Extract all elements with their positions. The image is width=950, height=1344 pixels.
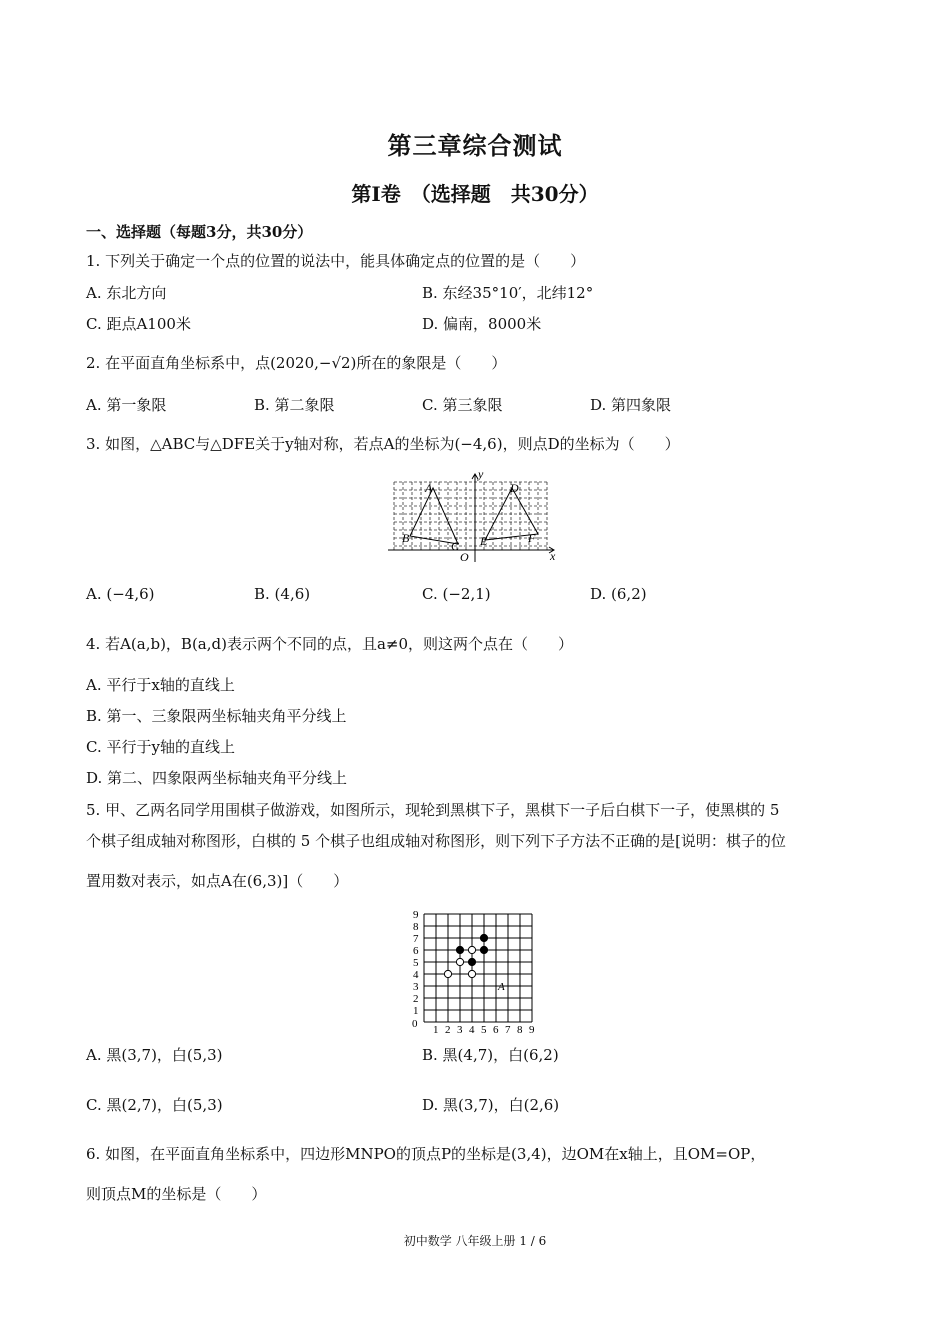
fig3-label-a: A — [425, 481, 433, 495]
q5-option-a: A. 黑(3,7)，白(5,3) — [86, 1046, 223, 1064]
q1-option-b: B. 东经35°10′，北纬12° — [422, 284, 594, 302]
go-x-tick-label: 2 — [445, 1024, 451, 1034]
white-stone — [456, 958, 463, 965]
q5-option-d: D. 黑(3,7)，白(2,6) — [422, 1096, 560, 1114]
q5-option-c: C. 黑(2,7)，白(5,3) — [86, 1096, 223, 1114]
go-y-tick-label: 5 — [413, 957, 419, 969]
fig3-label-e: E — [480, 534, 488, 548]
q1-option-c: C. 距点A100米 — [86, 315, 191, 333]
q5-option-b: B. 黑(4,7)，白(6,2) — [422, 1046, 559, 1064]
go-x-tick-label: 3 — [457, 1024, 463, 1034]
go-x-tick-label: 5 — [481, 1024, 487, 1034]
q1-option-d: D. 偏南，8000米 — [422, 315, 542, 333]
go-y-tick-label: 7 — [413, 933, 419, 945]
black-stone — [456, 946, 463, 953]
go-x-tick-label: 9 — [529, 1024, 535, 1034]
q4-option-d: D. 第二、四象限两坐标轴夹角平分线上 — [86, 769, 348, 787]
go-y-tick-label: 2 — [413, 993, 419, 1005]
q4-option-a: A. 平行于x轴的直线上 — [86, 676, 235, 694]
go-y-tick-label: 9 — [413, 909, 419, 921]
q5-stem-line3: 置用数对表示，如点A在(6,3)]（ ） — [86, 872, 349, 890]
go-origin-label: 0 — [412, 1018, 418, 1030]
q3-stem: 3. 如图，△ABC与△DFE关于y轴对称，若点A的坐标为(−4,6)，则点D的坐标为（ ） — [86, 435, 680, 453]
black-stone — [480, 934, 487, 941]
white-stone — [444, 970, 451, 977]
document-title: 第三章综合测试 — [387, 131, 563, 160]
go-point-a-label: A — [498, 981, 505, 993]
q5-go-board-figure — [408, 900, 544, 1034]
q4-option-c: C. 平行于y轴的直线上 — [86, 738, 235, 756]
go-y-tick-label: 8 — [413, 921, 419, 933]
q1-stem: 1. 下列关于确定一个点的位置的说法中，能具体确定点的位置的是（ ） — [86, 252, 586, 270]
white-stone — [468, 970, 475, 977]
q1-option-a: A. 东北方向 — [86, 284, 167, 302]
black-stone — [480, 946, 487, 953]
q3-option-a: A. (−4,6) — [86, 585, 155, 603]
q4-option-b: B. 第一、三象限两坐标轴夹角平分线上 — [86, 707, 347, 725]
white-stone — [468, 946, 475, 953]
fig3-label-b: B — [402, 531, 410, 545]
q2-option-d: D. 第四象限 — [590, 396, 672, 414]
go-x-tick-label: 1 — [433, 1024, 439, 1034]
q4-stem: 4. 若A(a,b)，B(a,d)表示两个不同的点，且a≠0，则这两个点在（ ） — [86, 635, 574, 653]
go-y-tick-label: 4 — [413, 969, 419, 981]
q2-option-a: A. 第一象限 — [86, 396, 167, 414]
q3-option-b: B. (4,6) — [254, 585, 311, 603]
q5-stem-line2: 个棋子组成轴对称图形，白棋的 5 个棋子也组成轴对称图形，则下列下子方法不正确的是[说明：棋子的位 — [86, 832, 786, 850]
q6-stem-line1: 6. 如图，在平面直角坐标系中，四边形MNPO的顶点P的坐标是(3,4)，边OM在x轴上，且OM=OP， — [86, 1145, 766, 1163]
q6-stem-line2: 则顶点M的坐标是（ ） — [86, 1185, 267, 1203]
go-x-tick-label: 6 — [493, 1024, 499, 1034]
fig3-label-o: O — [460, 550, 469, 564]
q2-stem: 2. 在平面直角坐标系中，点(2020,−√2)所在的象限是（ ） — [86, 354, 507, 372]
go-y-tick-label: 3 — [413, 981, 419, 993]
paper-title: 第Ⅰ卷 （选择题 共30分） — [351, 182, 599, 206]
q3-figure — [388, 470, 560, 566]
go-y-tick-label: 6 — [413, 945, 419, 957]
q3-option-c: C. (−2,1) — [422, 585, 491, 603]
q5-stem-line1: 5. 甲、乙两名同学用围棋子做游戏，如图所示，现轮到黑棋下子，黑棋下一子后白棋下一子，使黑棋的 5 — [86, 801, 780, 819]
fig3-label-f: F — [528, 531, 536, 545]
go-x-tick-label: 8 — [517, 1024, 523, 1034]
fig3-label-y: y — [478, 470, 484, 481]
q3-option-d: D. (6,2) — [590, 585, 647, 603]
fig3-label-d: D — [510, 481, 519, 495]
section-heading: 一、选择题（每题3分，共30分） — [86, 223, 313, 241]
fig3-label-x: x — [550, 549, 556, 563]
q2-option-b: B. 第二象限 — [254, 396, 335, 414]
q2-option-c: C. 第三象限 — [422, 396, 503, 414]
go-x-tick-label: 4 — [469, 1024, 475, 1034]
black-stone — [468, 958, 475, 965]
fig3-label-c: C — [451, 539, 460, 553]
go-y-tick-label: 1 — [413, 1005, 419, 1017]
go-x-tick-label: 7 — [505, 1024, 511, 1034]
page-footer: 初中数学 八年级上册 1 / 6 — [403, 1234, 547, 1248]
